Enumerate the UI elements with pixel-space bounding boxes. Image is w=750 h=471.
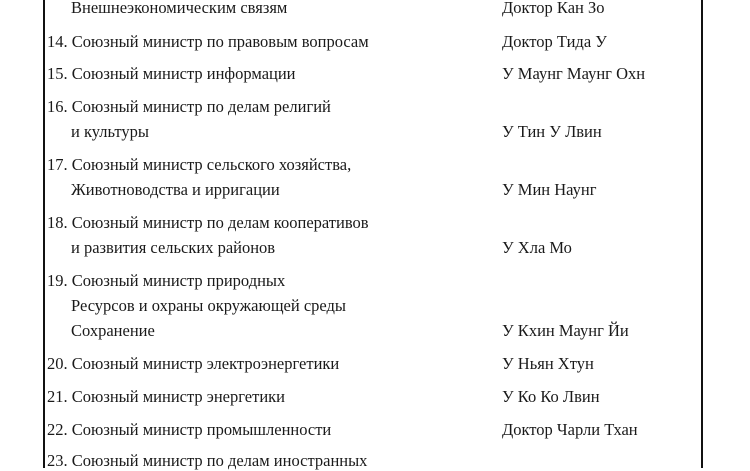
position-title-line: Животноводства и ирригации bbox=[71, 180, 280, 199]
position-title-line: Внешнеэкономическим связям bbox=[71, 0, 288, 17]
minister-name: У Хла Мо bbox=[502, 238, 572, 257]
position-title-line: 14. Союзный министр по правовым вопросам bbox=[47, 32, 369, 51]
position-title-line: и культуры bbox=[71, 122, 149, 141]
minister-name: У Ко Ко Лвин bbox=[502, 387, 600, 406]
minister-name: У Кхин Маунг Йи bbox=[502, 321, 629, 340]
position-title-line: Сохранение bbox=[71, 321, 155, 340]
minister-name: У Ньян Хтун bbox=[502, 354, 594, 373]
minister-name: У Маунг Маунг Охн bbox=[502, 64, 646, 83]
position-title-line: 16. Союзный министр по делам религий bbox=[47, 97, 331, 116]
position-title-line: 15. Союзный министр информации bbox=[47, 64, 296, 83]
position-title-line: 17. Союзный министр сельского хозяйства, bbox=[47, 155, 352, 174]
minister-name: Доктор Кан Зо bbox=[502, 0, 605, 17]
position-title-line: Ресурсов и охраны окружающей среды bbox=[71, 296, 346, 315]
position-title-line: 20. Союзный министр электроэнергетики bbox=[47, 354, 340, 373]
position-title-line: 21. Союзный министр энергетики bbox=[47, 387, 286, 406]
position-title-line: 22. Союзный министр промышленности bbox=[47, 420, 332, 439]
minister-name: Доктор Чарли Тхан bbox=[502, 420, 638, 439]
minister-name: Доктор Тида У bbox=[502, 32, 607, 51]
minister-name: У Мин Наунг bbox=[502, 180, 597, 199]
position-title-line: 19. Союзный министр природных bbox=[47, 271, 286, 290]
position-title-line: и развития сельских районов bbox=[71, 238, 276, 257]
position-title-line: 18. Союзный министр по делам кооперативов bbox=[47, 213, 369, 232]
cut-off-line: 23. Союзный министр по делам иностранных bbox=[47, 451, 368, 470]
minister-name: У Тин У Лвин bbox=[502, 122, 602, 141]
